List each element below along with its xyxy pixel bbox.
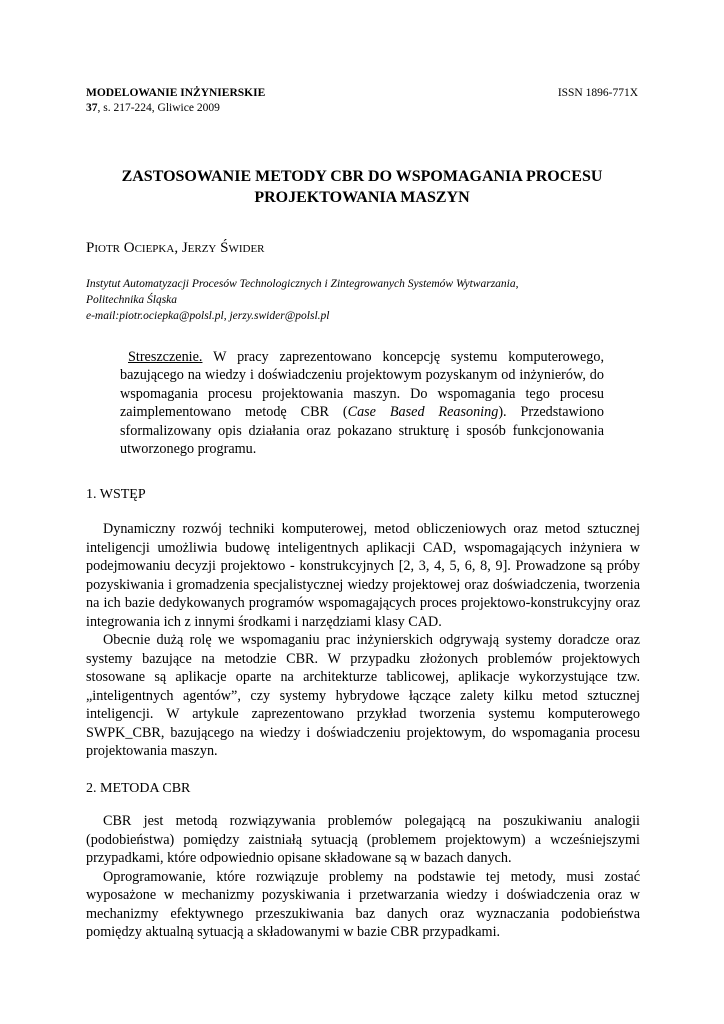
title-line-2: PROJEKTOWANIA MASZYN xyxy=(254,189,470,206)
authors: Piotr Ociepka, Jerzy Świder xyxy=(86,240,265,256)
affiliation-institute: Instytut Automatyzacji Procesów Technologicznych i Zintegrowanych Systemów Wytwarzania, xyxy=(86,278,519,290)
affiliation xyxy=(86,276,646,324)
paragraph: Dynamiczny rozwój techniki komputerowej, metod obliczeniowych oraz metod sztucznej inteligencji umożliwia budowę inteligentnych aplikacji CAD, wspomagających inżyniera w podejmowaniu decyzji projektowo - konstrukcyjnych [2, 3, 4, 5, 6, 8, 9]. Prowadzone są próby pozyskiwania i gromadzenia specjalistycznej wiedzy projektowej oraz doświadczenia, tworzenia na ich bazie dedykowanych programów wspomagających proces projektowo-konstrukcyjny oraz integrowania ich z innymi środkami i narzędziami klasy CAD. xyxy=(86,521,640,630)
journal-header xyxy=(86,86,638,116)
journal-name: MODELOWANIE INŻYNIERSKIE xyxy=(86,87,266,99)
section-body-intro xyxy=(86,520,640,761)
abstract-italic-term: Case Based Reasoning xyxy=(347,404,499,421)
volume-number: 37 xyxy=(86,102,98,114)
section-heading-intro: 1. WSTĘP xyxy=(86,487,146,502)
paragraph: Obecnie dużą rolę we wspomaganiu prac inżynierskich odgrywają systemy doradcze oraz systemy bazujące na metodzie CBR. W przypadku złożonych problemów projektowych stosowane są aplikacje oparte na architekturze tablicowej, aplikacje wykorzystujące tzw. „inteligentnych agentów”, czy systemy hybrydowe łączące zalety kilku metod sztucznej inteligencji. W artykule zaprezentowano przykład tworzenia systemu komputerowego SWPK_CBR, bazującego na wiedzy i doświadczeniu projektowym, do wspomagania procesu projektowania maszyn. xyxy=(86,632,640,759)
pages-place-year: , s. 217-224, Gliwice 2009 xyxy=(97,102,220,114)
affiliation-email: e-mail:piotr.ociepka@polsl.pl, jerzy.swider@polsl.pl xyxy=(86,310,330,322)
paper-title xyxy=(86,166,638,208)
paragraph: CBR jest metodą rozwiązywania problemów polegającą na poszukiwaniu analogii (podobieństwa) pomiędzy zaistniałą sytuacją (problemem projektowym) a wcześniejszymi przypadkami, które odpowiednio opisane składowane są w bazach danych. xyxy=(86,813,640,866)
abstract xyxy=(120,348,604,458)
abstract-text-2: ). Przedstawiono sformalizowany opis działania oraz pokazano strukturę i sposób funkcjonowania utworzonego programu. xyxy=(120,404,604,458)
affiliation-university: Politechnika Śląska xyxy=(86,294,178,306)
section-heading-cbr: 2. METODA CBR xyxy=(86,781,191,796)
volume-line xyxy=(86,101,638,116)
abstract-text-1: W pracy zaprezentowano koncepcję systemu komputerowego, bazującego na wiedzy i doświadczeniu projektowym pozyskanym od inżynierów, do wspomagania procesu projektowania maszyn. Do wspomagania tego procesu zaimplementowano metodę CBR ( xyxy=(120,349,604,421)
issn: ISSN 1896-771X xyxy=(557,87,638,99)
section-body-cbr xyxy=(86,812,640,942)
paragraph: Oprogramowanie, które rozwiązuje problemy na podstawie tej metody, musi zostać wyposażone w mechanizmy pozyskiwania i przetwarzania wiedzy i doświadczenia oraz w mechanizmy efektywnego przeszukiwania baz danych oraz wyznaczania podobieństwa pomiędzy aktualną sytuacją a składowanymi w bazie CBR przypadkami. xyxy=(86,868,640,940)
title-line-1: ZASTOSOWANIE METODY CBR DO WSPOMAGANIA PROCESU xyxy=(121,168,603,185)
abstract-label: Streszczenie. xyxy=(128,349,203,365)
